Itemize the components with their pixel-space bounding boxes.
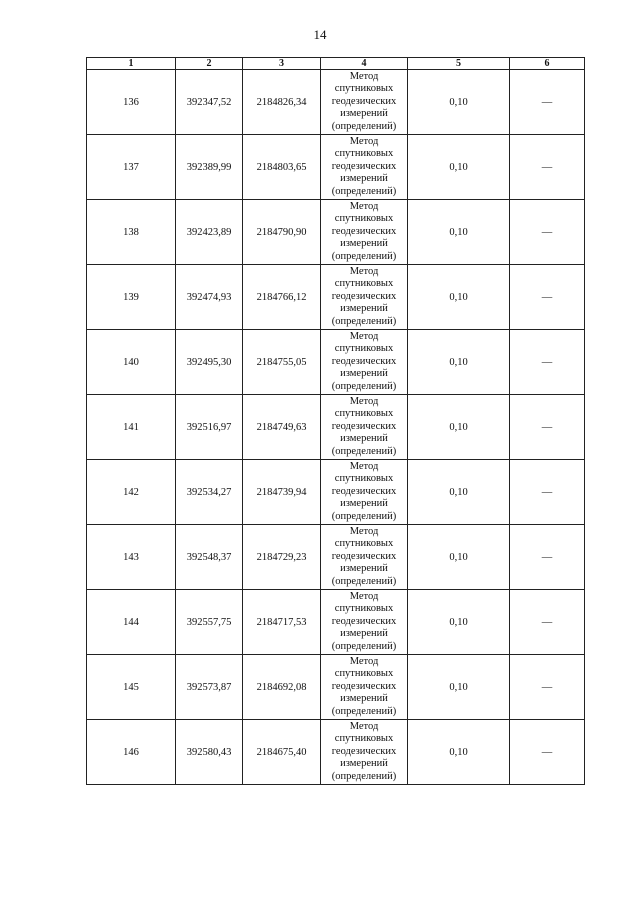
method-line: Метод	[349, 135, 379, 147]
note-cell: —	[510, 70, 585, 135]
method-cell	[321, 265, 408, 330]
y-coordinate-cell: 2184717,53	[243, 590, 321, 655]
method-line: геодезических	[331, 680, 397, 692]
accuracy-cell: 0,10	[408, 720, 510, 785]
accuracy-cell: 0,10	[408, 525, 510, 590]
method-line: измерений	[340, 433, 388, 445]
y-coordinate-cell: 2184729,23	[243, 525, 321, 590]
method-line: спутниковых	[334, 473, 394, 485]
method-cell	[321, 525, 408, 590]
method-line: измерений	[340, 303, 388, 315]
method-line: (определений)	[331, 445, 397, 457]
method-line: спутниковых	[334, 343, 394, 355]
table-row	[87, 590, 585, 655]
method-line: геодезических	[331, 160, 397, 172]
coordinates-table	[86, 57, 585, 785]
method-line: Метод	[349, 330, 379, 342]
point-id-cell: 139	[87, 265, 176, 330]
method-line: спутниковых	[334, 603, 394, 615]
note-cell: —	[510, 655, 585, 720]
note-cell: —	[510, 330, 585, 395]
method-line: геодезических	[331, 615, 397, 627]
method-line: спутниковых	[334, 538, 394, 550]
method-line: (определений)	[331, 380, 397, 392]
method-line: геодезических	[331, 745, 397, 757]
method-line: спутниковых	[334, 668, 394, 680]
method-line: геодезических	[331, 420, 397, 432]
method-line: Метод	[349, 590, 379, 602]
method-line: спутниковых	[334, 733, 394, 745]
accuracy-cell: 0,10	[408, 200, 510, 265]
accuracy-cell: 0,10	[408, 395, 510, 460]
column-header-1: 1	[87, 58, 176, 70]
table-row	[87, 525, 585, 590]
method-cell	[321, 200, 408, 265]
method-line: Метод	[349, 720, 379, 732]
point-id-cell: 145	[87, 655, 176, 720]
method-line: спутниковых	[334, 278, 394, 290]
point-id-cell: 141	[87, 395, 176, 460]
method-cell	[321, 460, 408, 525]
accuracy-cell: 0,10	[408, 135, 510, 200]
point-id-cell: 138	[87, 200, 176, 265]
note-cell: —	[510, 460, 585, 525]
column-header-5: 5	[408, 58, 510, 70]
method-line: Метод	[349, 655, 379, 667]
method-line: (определений)	[331, 770, 397, 782]
method-line: Метод	[349, 70, 379, 82]
method-line: измерений	[340, 563, 388, 575]
method-line: измерений	[340, 368, 388, 380]
y-coordinate-cell: 2184766,12	[243, 265, 321, 330]
method-cell	[321, 720, 408, 785]
y-coordinate-cell: 2184675,40	[243, 720, 321, 785]
method-line: (определений)	[331, 315, 397, 327]
method-line: Метод	[349, 395, 379, 407]
point-id-cell: 143	[87, 525, 176, 590]
method-line: геодезических	[331, 550, 397, 562]
y-coordinate-cell: 2184803,65	[243, 135, 321, 200]
method-line: измерений	[340, 628, 388, 640]
note-cell: —	[510, 200, 585, 265]
method-line: Метод	[349, 200, 379, 212]
accuracy-cell: 0,10	[408, 590, 510, 655]
y-coordinate-cell: 2184739,94	[243, 460, 321, 525]
method-line: Метод	[349, 525, 379, 537]
column-header-6: 6	[510, 58, 585, 70]
method-line: (определений)	[331, 250, 397, 262]
method-line: геодезических	[331, 290, 397, 302]
method-line: Метод	[349, 265, 379, 277]
table-body	[87, 70, 585, 785]
x-coordinate-cell: 392474,93	[176, 265, 243, 330]
column-header-3: 3	[243, 58, 321, 70]
table-header-row	[87, 58, 585, 70]
point-id-cell: 146	[87, 720, 176, 785]
y-coordinate-cell: 2184826,34	[243, 70, 321, 135]
method-cell	[321, 655, 408, 720]
note-cell: —	[510, 135, 585, 200]
method-line: (определений)	[331, 575, 397, 587]
table-row	[87, 135, 585, 200]
y-coordinate-cell: 2184692,08	[243, 655, 321, 720]
method-line: измерений	[340, 173, 388, 185]
x-coordinate-cell: 392516,97	[176, 395, 243, 460]
table-row	[87, 655, 585, 720]
x-coordinate-cell: 392580,43	[176, 720, 243, 785]
accuracy-cell: 0,10	[408, 460, 510, 525]
note-cell: —	[510, 720, 585, 785]
method-line: (определений)	[331, 510, 397, 522]
method-line: спутниковых	[334, 213, 394, 225]
method-line: спутниковых	[334, 408, 394, 420]
column-header-4: 4	[321, 58, 408, 70]
accuracy-cell: 0,10	[408, 265, 510, 330]
method-line: Метод	[349, 460, 379, 472]
method-cell	[321, 70, 408, 135]
x-coordinate-cell: 392495,30	[176, 330, 243, 395]
table-row	[87, 200, 585, 265]
x-coordinate-cell: 392557,75	[176, 590, 243, 655]
method-line: измерений	[340, 758, 388, 770]
y-coordinate-cell: 2184749,63	[243, 395, 321, 460]
y-coordinate-cell: 2184755,05	[243, 330, 321, 395]
method-line: измерений	[340, 693, 388, 705]
method-line: (определений)	[331, 185, 397, 197]
note-cell: —	[510, 395, 585, 460]
column-header-2: 2	[176, 58, 243, 70]
method-line: (определений)	[331, 120, 397, 132]
x-coordinate-cell: 392423,89	[176, 200, 243, 265]
accuracy-cell: 0,10	[408, 330, 510, 395]
x-coordinate-cell: 392534,27	[176, 460, 243, 525]
method-line: спутниковых	[334, 83, 394, 95]
x-coordinate-cell: 392573,87	[176, 655, 243, 720]
accuracy-cell: 0,10	[408, 655, 510, 720]
page-number: 14	[313, 27, 327, 42]
method-cell	[321, 590, 408, 655]
point-id-cell: 144	[87, 590, 176, 655]
method-cell	[321, 330, 408, 395]
method-line: измерений	[340, 498, 388, 510]
table-row	[87, 265, 585, 330]
note-cell: —	[510, 525, 585, 590]
note-cell: —	[510, 590, 585, 655]
note-cell: —	[510, 265, 585, 330]
method-line: измерений	[340, 238, 388, 250]
method-line: спутниковых	[334, 148, 394, 160]
table-row	[87, 330, 585, 395]
point-id-cell: 142	[87, 460, 176, 525]
accuracy-cell: 0,10	[408, 70, 510, 135]
point-id-cell: 140	[87, 330, 176, 395]
y-coordinate-cell: 2184790,90	[243, 200, 321, 265]
method-line: измерений	[340, 108, 388, 120]
method-line: (определений)	[331, 705, 397, 717]
point-id-cell: 136	[87, 70, 176, 135]
method-line: геодезических	[331, 355, 397, 367]
method-cell	[321, 395, 408, 460]
x-coordinate-cell: 392548,37	[176, 525, 243, 590]
method-cell	[321, 135, 408, 200]
table-row	[87, 460, 585, 525]
method-line: геодезических	[331, 485, 397, 497]
table-row	[87, 395, 585, 460]
method-line: геодезических	[331, 225, 397, 237]
method-line: (определений)	[331, 640, 397, 652]
x-coordinate-cell: 392347,52	[176, 70, 243, 135]
point-id-cell: 137	[87, 135, 176, 200]
table-row	[87, 70, 585, 135]
method-line: геодезических	[331, 95, 397, 107]
table-row	[87, 720, 585, 785]
x-coordinate-cell: 392389,99	[176, 135, 243, 200]
